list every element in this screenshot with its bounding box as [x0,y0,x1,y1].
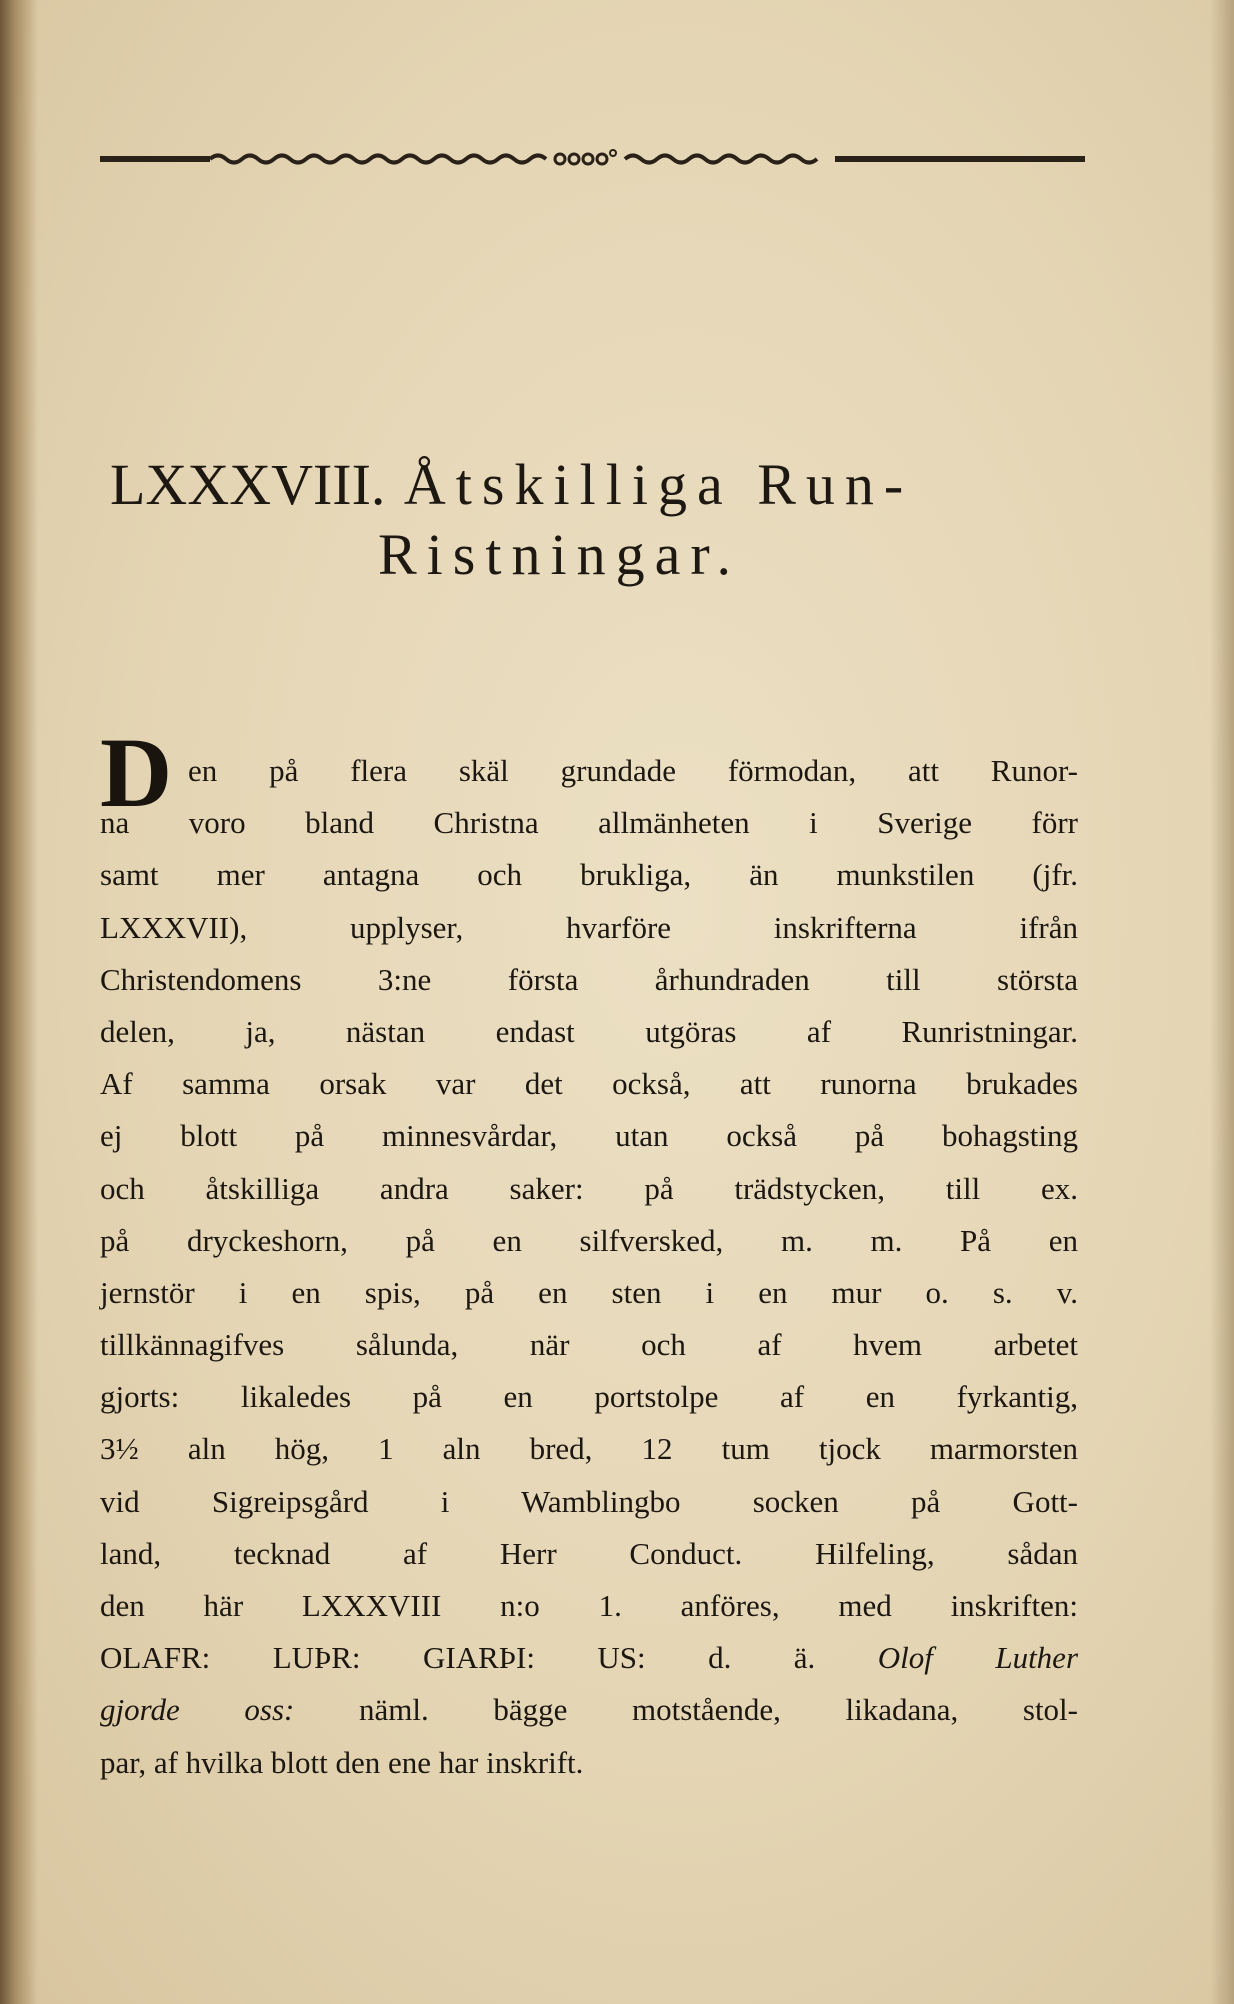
text-line: och åtskilliga andra saker: på trädstycken, till ex. [100,1170,1078,1206]
heading-title-part1: Åtskilliga Run- [403,452,914,517]
text-line [100,1632,1078,1684]
text-line: Christendomens 3:ne första århundraden till största [100,961,1078,997]
text-line: par, af hvilka blott den ene har inskrift. [100,1744,584,1780]
text-line-rest: näml. bägge motstående, likadana, stol- [358,1692,1078,1728]
text-line: delen, ja, nästan endast utgöras af Runristningar. [100,1013,1078,1049]
text-line: LXXXVII), upplyser, hvarföre inskrifterna ifrån [100,909,1078,945]
inscription-translation-cont: gjorde oss: [100,1692,295,1728]
inscription-translation: Olof Luther [877,1640,1079,1676]
text-line: tillkännagifves sålunda, när och af hvem arbetet [100,1327,1078,1363]
text-line: jernstör i en spis, på en sten i en mur o. s. v. [100,1274,1078,1310]
text-line: samt mer antagna och brukliga, än munkstilen (jfr. [100,857,1078,893]
text-line [100,1684,1078,1736]
text-line: ej blott på minnesvårdar, utan också på bohagsting [100,1118,1078,1154]
body-paragraph [100,717,1079,1789]
section-number: LXXXVIII. [110,452,386,517]
ornamental-rule [100,148,1085,170]
text-line: land, tecknad af Herr Conduct. Hilfeling, sådan [100,1535,1078,1571]
text-line: vid Sigreipsgård i Wamblingbo socken på Gott- [100,1483,1078,1519]
text-line: 3½ aln hög, 1 aln bred, 12 tum tjock marmorsten [100,1431,1078,1467]
heading-title-part2: Ristningar. [378,522,741,587]
text-line: gjorts: likaledes på en portstolpe af en fyrkantig, [100,1379,1078,1415]
runic-inscription: OLAFR: LUÞR: GIARÞI: US: d. ä. [100,1640,816,1676]
drop-cap: D [100,717,173,828]
text-line: den här LXXXVIII n:o 1. anföres, med inskriften: [100,1588,1078,1623]
text-line: Af samma orsak var det också, att runorna brukades [100,1066,1078,1102]
heading-line-1 [110,450,1090,520]
text-line: en på flera skäl grundade förmodan, att Runor- [188,753,1078,788]
text-line: na voro bland Christna allmänheten i Sverige förr [100,805,1078,841]
text-line: på dryckeshorn, på en silfversked, m. m. På en [100,1222,1078,1258]
section-heading [110,450,1090,590]
